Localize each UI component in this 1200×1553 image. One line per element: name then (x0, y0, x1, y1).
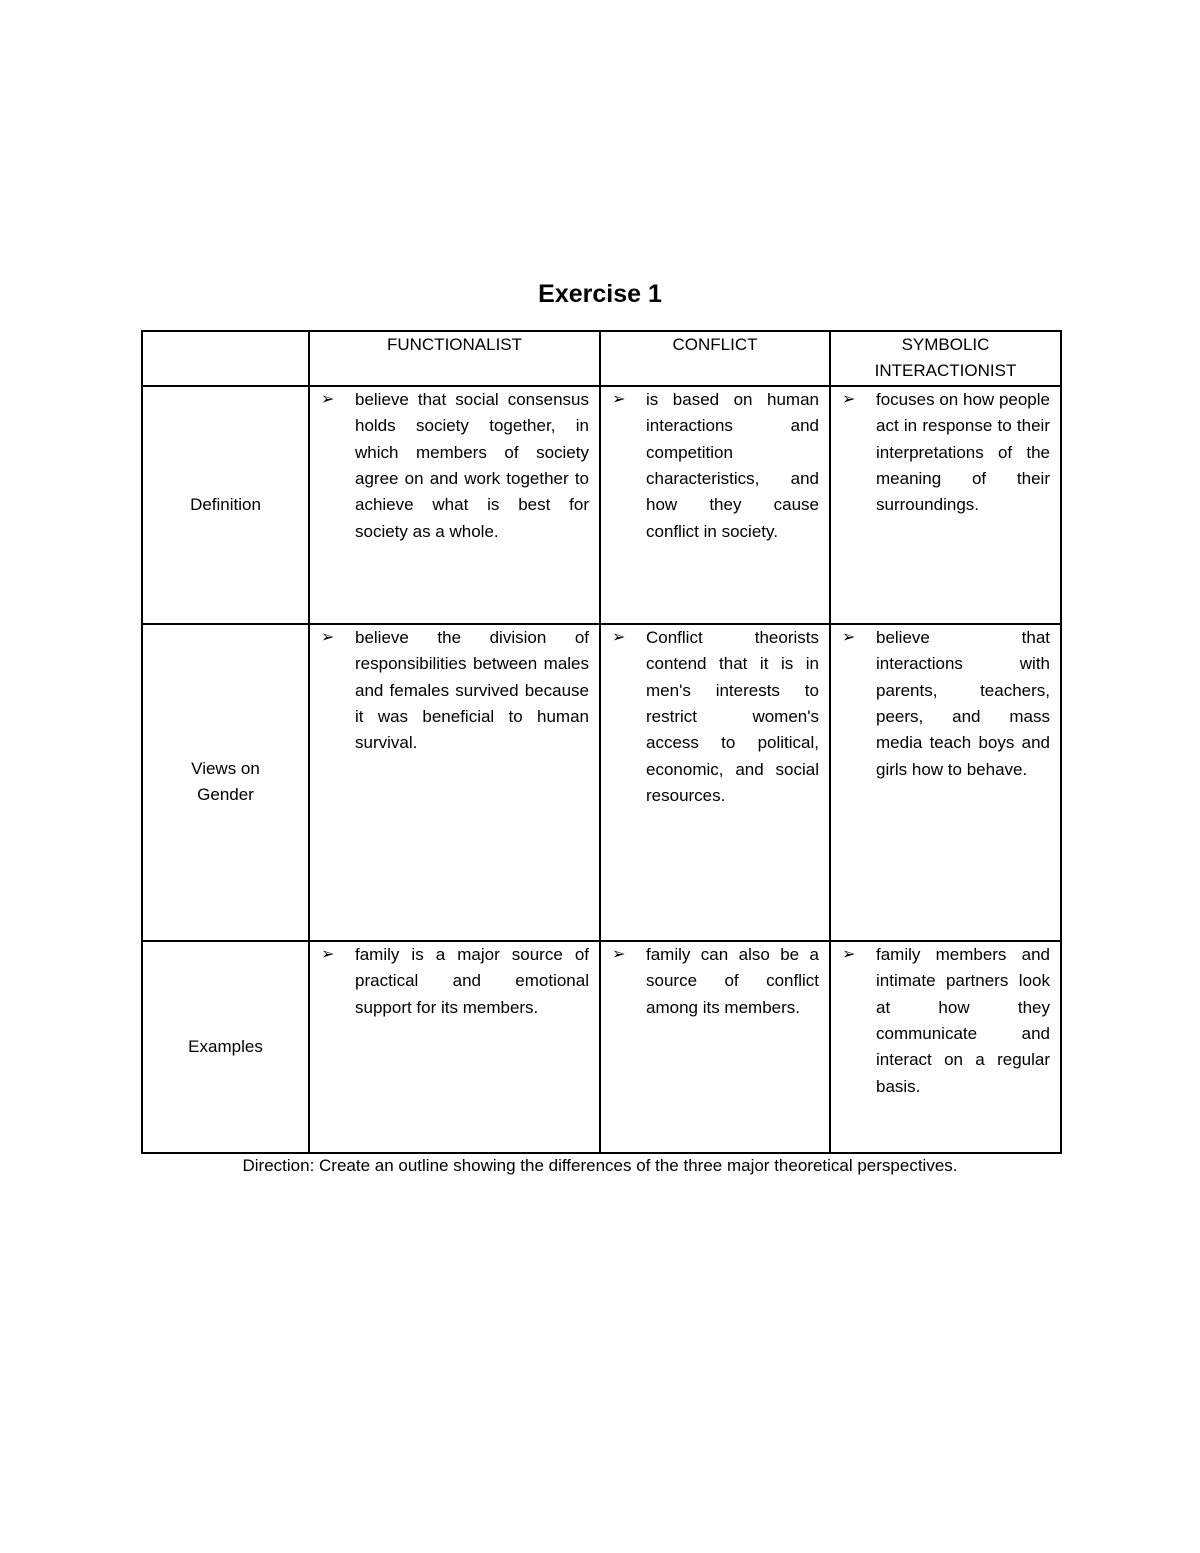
cell-definition-symbolic (830, 386, 1061, 624)
direction-text: Direction: Create an outline showing the differences of the three major theoretical perspectives. (242, 1156, 958, 1175)
arrow-bullet-icon: ➢ (612, 390, 626, 408)
cell-examples-conflict (600, 941, 830, 1153)
cell-text: family is a major source of practical and emotional support for its members. (355, 944, 589, 1017)
arrow-bullet-icon: ➢ (321, 390, 335, 408)
row-label-cell (142, 624, 309, 941)
cell-text: focuses on how people act in response to their interpretations of the meaning of their surroundings. (876, 389, 1050, 515)
cell-gender-conflict (600, 624, 830, 941)
arrow-bullet-icon: ➢ (321, 945, 335, 963)
table-row-definition (142, 386, 1061, 624)
arrow-bullet-icon: ➢ (612, 628, 626, 646)
header-conflict: CONFLICT (600, 331, 830, 386)
header-functionalist: FUNCTIONALIST (309, 331, 600, 386)
cell-examples-functionalist (309, 941, 600, 1153)
row-label-cell (142, 386, 309, 624)
cell-text: Conflict theorists contend that it is in men's interests to restrict women's access to political, economic, and social resources. (646, 627, 819, 806)
table-row-examples (142, 941, 1061, 1153)
table-header-row (142, 331, 1061, 386)
row-label-cell (142, 941, 309, 1153)
arrow-bullet-icon: ➢ (612, 945, 626, 963)
cell-text: family members and intimate partners look at how they communicate and interact on a regular basis. (876, 944, 1050, 1096)
row-label-views-on-gender: Views on Gender (191, 758, 260, 805)
arrow-bullet-icon: ➢ (842, 390, 856, 408)
cell-text: is based on human interactions and competition characteristics, and how they cause conflict in society. (646, 389, 819, 541)
cell-definition-conflict (600, 386, 830, 624)
cell-text: family can also be a source of conflict among its members. (646, 944, 819, 1017)
perspectives-table (141, 330, 1062, 1154)
row-label-definition: Definition (190, 494, 261, 514)
cell-definition-functionalist (309, 386, 600, 624)
cell-text: believe the division of responsibilities between males and females survived because it was beneficial to human survival. (355, 627, 589, 753)
header-symbolic-interactionist (830, 331, 1061, 386)
header-corner-cell (142, 331, 309, 386)
cell-text: believe that interactions with parents, teachers, peers, and mass media teach boys and girls how to behave. (876, 627, 1050, 779)
cell-text: believe that social consensus holds society together, in which members of society agree on and work together to achieve what is best for society as a whole. (355, 389, 589, 541)
cell-gender-symbolic (830, 624, 1061, 941)
page-title: Exercise 1 (538, 280, 662, 308)
row-label-examples: Examples (188, 1036, 263, 1056)
header-symbolic-interactionist-text: SYMBOLIC INTERACTIONIST (874, 335, 1017, 381)
arrow-bullet-icon: ➢ (842, 945, 856, 963)
arrow-bullet-icon: ➢ (321, 628, 335, 646)
table-row-views-on-gender (142, 624, 1061, 941)
cell-gender-functionalist (309, 624, 600, 941)
arrow-bullet-icon: ➢ (842, 628, 856, 646)
cell-examples-symbolic (830, 941, 1061, 1153)
